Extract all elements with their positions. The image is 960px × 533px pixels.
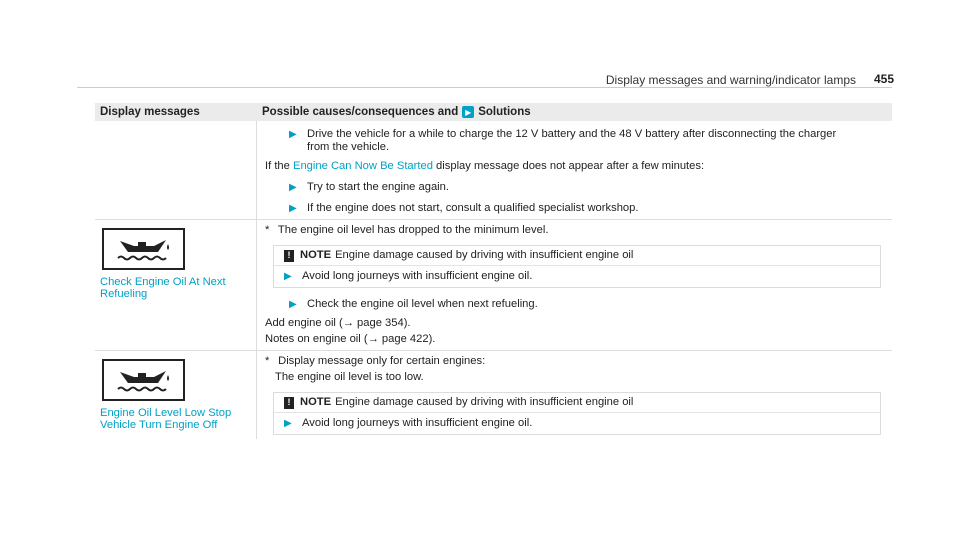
asterisk-bullet: *: [265, 224, 270, 236]
add-engine-oil-ref[interactable]: Add engine oil (→ page 354).: [265, 317, 411, 329]
check-engine-oil-label: [100, 276, 251, 300]
list-item: [289, 181, 887, 194]
note-title: Engine damage caused by driving with insufficient engine oil: [335, 396, 634, 408]
step-text-continued: from the vehicle.: [307, 141, 390, 153]
cause-text: The engine oil level has dropped to the minimum level.: [277, 224, 549, 236]
step-arrow-icon: ▶: [289, 182, 297, 193]
engine-can-now-be-started-link[interactable]: Engine Can Now Be Started: [293, 160, 433, 172]
if-paragraph: [265, 160, 887, 173]
label-line1: Engine Oil Level Low Stop: [100, 407, 232, 419]
notes-engine-oil-ref[interactable]: Notes on engine oil (→ page 422).: [265, 333, 436, 345]
step-arrow-icon: ▶: [284, 418, 292, 429]
header-divider: [77, 87, 892, 88]
step-text: Check the engine oil level when next refueling.: [307, 298, 538, 310]
asterisk-bullet: *: [265, 355, 270, 367]
oil-level-low-icon: [102, 359, 185, 401]
table-header: [95, 103, 892, 121]
step-arrow-icon: ▶: [289, 299, 297, 310]
note-box: [273, 392, 881, 435]
warning-icon: !: [284, 397, 294, 409]
col-header-display-messages: Display messages: [100, 105, 200, 118]
row2-solution-cell: [257, 220, 892, 350]
note-box: [273, 245, 881, 288]
note-step: Avoid long journeys with insufficient engine oil.: [302, 270, 533, 282]
if-suffix: display message does not appear after a few minutes:: [436, 160, 705, 172]
step-arrow-icon: ▶: [289, 203, 297, 214]
list-item: [289, 128, 887, 154]
step-text: If the engine does not start, consult a qualified specialist workshop.: [307, 202, 639, 214]
if-prefix: If the: [265, 160, 290, 172]
play-arrow-icon: ▶: [462, 106, 474, 118]
label-line1: Check Engine Oil At Next: [100, 276, 226, 288]
step-text: Drive the vehicle for a while to charge the 12 V battery and the 48 V battery after disconnecting the charger: [307, 128, 837, 140]
table-row: [95, 220, 892, 351]
note-step: Avoid long journeys with insufficient engine oil.: [302, 417, 533, 429]
step-text: Try to start the engine again.: [307, 181, 449, 193]
cause-text-2: The engine oil level is too low.: [275, 371, 424, 383]
row1-solution-cell: [257, 121, 892, 219]
col-header-causes-label: Possible causes/consequences and: [262, 105, 459, 118]
bullet-text: [265, 355, 887, 368]
step-arrow-icon: ▶: [289, 129, 297, 140]
table-row: [95, 351, 892, 439]
warning-icon: !: [284, 250, 294, 262]
page-header-title: Display messages and warning/indicator lamps: [605, 73, 856, 87]
note-title: Engine damage caused by driving with insufficient engine oil: [335, 249, 634, 261]
step-arrow-icon: ▶: [284, 271, 292, 282]
page-number: 455: [873, 72, 894, 86]
label-line2: Vehicle Turn Engine Off: [100, 419, 218, 431]
row3-solution-cell: [257, 351, 892, 439]
note-label: NOTE: [300, 396, 332, 408]
bullet-text: [265, 224, 887, 237]
label-line2: Refueling: [100, 288, 148, 300]
row3-message-cell: [95, 351, 257, 439]
engine-oil-level-low-label: [100, 407, 251, 431]
list-item: [289, 298, 887, 311]
row1-message-cell: [95, 121, 257, 219]
list-item: [289, 202, 887, 215]
table-row: [95, 121, 892, 220]
note-label: NOTE: [300, 249, 332, 261]
col-header-causes: [257, 106, 892, 119]
oil-can-icon: [102, 228, 185, 270]
cause-text: Display message only for certain engines:: [278, 355, 486, 367]
row2-message-cell: [95, 220, 257, 350]
display-messages-table: [95, 103, 892, 439]
col-header-solutions-label: Solutions: [478, 105, 531, 118]
